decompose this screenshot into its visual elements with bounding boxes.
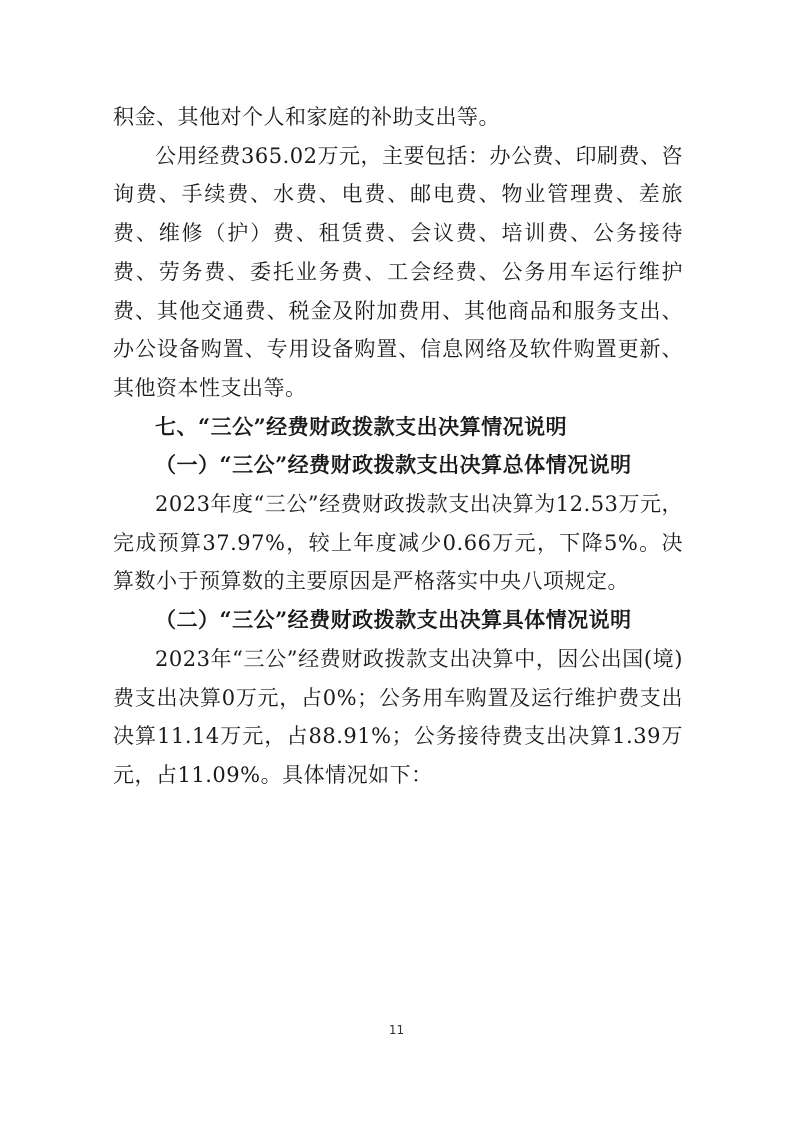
- section-heading: 七、“三公”经费财政拨款支出决算情况说明: [155, 413, 568, 439]
- paragraph-continuation: 积金、其他对个人和家庭的补助支出等。: [113, 105, 500, 129]
- document-body: [113, 98, 683, 795]
- paragraph-overall: 2023年度“三公”经费财政拨款支出决算为12.53万元，完成预算37.97%，较上年度减少0.66万元，下降5%。决算数小于预算数的主要原因是严格落实中央八项规定。: [113, 492, 683, 594]
- paragraph-detail: 2023年“三公”经费财政拨款支出决算中，因公出国(境)费支出决算0万元，占0%；公务用车购置及运行维护费支出决算11.14万元，占88.91%；公务接待费支出决算1.39万元，占11.09%。具体情况如下：: [113, 646, 683, 787]
- paragraph-public-expense: 公用经费365.02万元，主要包括：办公费、印刷费、咨询费、手续费、水费、电费、邮电费、物业管理费、差旅费、维修（护）费、租赁费、会议费、培训费、公务接待费、劳务费、委托业务费、工会经费、公务用车运行维护费、其他交通费、税金及附加费用、其他商品和服务支出、办公设备购置、专用设备购置、信息网络及软件购置更新、其他资本性支出等。: [113, 143, 683, 400]
- subsection-heading-overall: （一）“三公”经费财政拨款支出决算总体情况说明: [155, 452, 632, 478]
- page-number: 11: [388, 1023, 405, 1037]
- subsection-heading-detail: （二）“三公”经费财政拨款支出决算具体情况说明: [155, 607, 632, 633]
